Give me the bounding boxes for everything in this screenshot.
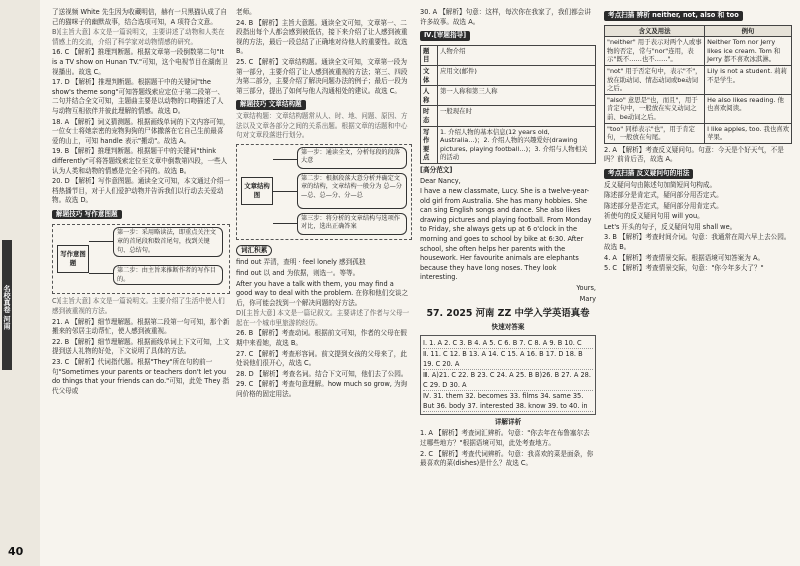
tip-item: 陈述部分是否定式，疑问部分用肯定式。 xyxy=(604,201,723,210)
table-header-row xyxy=(605,25,792,37)
table-row xyxy=(605,94,792,123)
table-cell: 第一人称和第三人称 xyxy=(437,86,595,106)
table-row xyxy=(421,86,596,106)
table-cell: He also likes reading. 他也喜欢阅读。 xyxy=(705,94,792,123)
table-cell: I like apples, too. 我也喜欢苹果。 xyxy=(705,123,792,143)
table-cell: Lily is not a student. 莉莉不是学生。 xyxy=(705,65,792,94)
explanation-2b: 2. A 【解析】考查反义疑问句。句意：今天是个好天气，不是吗？前肯后否，故选 A。 xyxy=(604,145,784,164)
writing-guide-table xyxy=(420,45,596,164)
tip-item: 反义疑问句由陈述句加简短问句构成。 xyxy=(604,180,717,189)
vocab-heading: 词汇积累 xyxy=(236,245,272,257)
question-16: 16. C 【解析】推理判断题。根据文章第一段倒数第二句"It is a TV show on Hunan TV."可知，这个电视节目在湖南卫视播出。故选 C。 xyxy=(52,48,228,76)
table-row xyxy=(421,65,596,85)
question-24: 24. B 【解析】主旨大意题。通读全文可知，文章第一、二段指出每个人都会感到被低估，接下来介绍了让人感到被重视的方法，最后一段总结了正确地对待他人的重要性。故选 B。 xyxy=(236,18,408,56)
diagram-connector xyxy=(273,223,297,224)
table-cell: 时态 xyxy=(421,106,438,126)
diagram-connector xyxy=(89,241,113,242)
question-23: 23. C 【解析】代词指代题。根据"They"所在句的前一句"Sometimes your parents or teachers don't let you do things that your friends can do."可知，此处 They 指代父母或 xyxy=(52,358,230,395)
answer-row: Ⅲ. A)21. C 22. B 23. C 24. A 25. B B)26. B 27. A 28. C 29. D 30. A xyxy=(423,370,593,391)
diagram-center: 文章结构图 xyxy=(241,177,273,205)
answers-heading: 快速对答案 xyxy=(491,323,525,332)
column-3 xyxy=(420,8,596,556)
question-29: 29. C 【解析】考查句意理解。how much so grow, 为询问价格的固定用法。 xyxy=(236,380,408,399)
explanation-3: 3. B 【解析】考查时间介词。句意：我通常在周六早上去公园。故选 B。 xyxy=(604,233,791,252)
skill-text: 文章结构题：文章结构题常从人、时、地、问题、原因、方法以及文章各部分之间的关系出题。根据文章的话题和中心句对文章段落进行划分。 xyxy=(236,111,408,140)
table-row xyxy=(421,45,596,65)
explanation-4: 4. A 【解析】考查情景交际。根据语境可知答案为 A。 xyxy=(604,253,765,262)
skill-diagram xyxy=(52,224,230,294)
question-22: 22. B 【解析】细节理解题。根据画线单词上下文可知，上文提到送人礼物的好处，下文说明了具体的方法。 xyxy=(52,337,230,356)
question-17: 17. D 【解析】推理判断题。根据题干中的关键词"the show's theme song"可知答题线索应定位于第二段第一、二句并结合全文可知，主题曲主要是以动物的口吻描述了人与动物互相依伴并彼此理解的情感。故选 D。 xyxy=(52,78,225,115)
column-4 xyxy=(604,8,792,556)
exam-title: 57. 2025 河南 ZZ 中学入学英语真卷 xyxy=(426,308,590,320)
table-cell: 人物介绍 xyxy=(437,45,595,65)
essay-salutation: Dear Nancy, xyxy=(420,176,461,185)
diagram-step: 第二步：根据段落大意分析并确定文章的结构，文章结构一般分为 总—分—总、总—分、分—总 xyxy=(297,173,407,209)
essay-body: I have a new classmate, Lucy. She is a twelve-year-old girl from Australia. She has many hobbies. She can sing English songs and dance. She also likes drawing pictures and playing football. From Monday to Friday, she always gets up at 6 o'clock in the morning and goes to school by bike at 6:30. After school, she often helps her parents with the housework. Her favourite animals are elephants because they have long noses. They look interesting. xyxy=(420,187,592,282)
question-20: 20. D 【解析】写作意图题。通读全文可知，本文通过介绍一档热播节目，对于人们爱护动物并告诉我们以行动去关爱动物。故选 D。 xyxy=(52,177,230,205)
essay-closing: Yours, xyxy=(576,284,596,293)
tip-item: 祈使句的反义疑问句用 will you。 xyxy=(604,212,704,221)
answer-row: Ⅳ. 31. them 32. becomes 33. films 34. same 35. But 36. body 37. interested 38. know 39. to 40. in xyxy=(423,391,593,412)
diagram-step: 第一步：采用略读法，即重点关注文章的首尾段和数首尾句，找到关键句、总结句。 xyxy=(113,227,223,257)
essay-signature: Mary xyxy=(579,294,596,303)
skill-heading: 解题技巧 写作意图题 xyxy=(52,210,122,220)
table-title: 考点扫描 辨析 neither, not, also 和 too xyxy=(604,11,743,21)
diagram-connector xyxy=(89,273,113,274)
question-19: 19. B 【解析】推理判断题。根据题干中的关键词"think differently"可将答题线索定位至文章中倒数第四段，一些人认为人类和动物的情感是完全不同的。故选 B。 xyxy=(52,147,228,175)
answer-row: Ⅰ. 1. A 2. C 3. B 4. A 5. C 6. B 7. C 8. A 9. B 10. C xyxy=(423,338,593,349)
table-cell: 写作要点 xyxy=(421,126,438,163)
question-30: 30. A 【解析】句意：这样，每次你在我家了，我们都会讲许多故事。故选 A。 xyxy=(420,8,591,26)
table-header: 含义及用法 xyxy=(605,25,705,37)
vocab-item: find out 弄清，查明 · feel lonely 感到孤独 xyxy=(236,258,366,267)
structure-diagram xyxy=(236,144,412,240)
paragraph: 了送视频 White 先生因为收藏明信，赫有一只黑猫认成了自己的猫咪子的幽默故事，结合选项可知，A 项符合文意。 xyxy=(52,8,228,26)
side-strip xyxy=(0,0,40,566)
answer-box xyxy=(420,335,596,415)
table-cell: 题目 xyxy=(421,45,438,65)
page-number: 40 xyxy=(8,545,24,558)
explanation-5: 5. C 【解析】考查情景交际，句意："你今年多大了？" xyxy=(604,264,764,273)
question-28: 28. D 【解析】考查名词。结合下文可知，他们去了公园。 xyxy=(236,369,408,378)
table-cell: 应用文(邮件) xyxy=(437,65,595,85)
question-26: 26. B 【解析】考查动词。根据前文可知，作者的父母在假期中来看她，故选 B。 xyxy=(236,329,407,348)
table-header: 例句 xyxy=(705,25,792,37)
answer-row: Ⅱ. 11. C 12. B 13. A 14. C 15. A 16. B 17. D 18. B 19. C 20. A xyxy=(423,349,593,370)
side-tab: 名校真卷 河南 xyxy=(2,240,12,370)
detail-heading: 详解详析 xyxy=(494,417,522,426)
table-cell: 文体 xyxy=(421,65,438,85)
tip-item: Let's 开头的句子，反义疑问句用 shall we。 xyxy=(604,222,737,231)
essay-heading: [高分范文] xyxy=(420,165,453,174)
question-21: 21. A 【解析】细节理解题。根据第二段第一句可知，那个新搬来的邻居主动帮忙，使人感到被重视。 xyxy=(52,317,230,336)
tip-heading: 考点扫描 反义疑问句的用法 xyxy=(604,169,693,179)
question-27: 27. C 【解析】考查形容词。前文提到女孩的父母来了，此处说他们很开心，故选 C。 xyxy=(236,349,407,368)
table-row xyxy=(605,37,792,66)
diagram-step: 第一步：通读全文，分析每段的段落大意 xyxy=(297,147,407,169)
skill-heading: 解题技巧 文章结构题 xyxy=(236,100,306,110)
summary-b: B)[主旨大意] 本文是一篇说明文，主要讲述了动物和人类在情感上的交流，介绍了科学家对动物情感的研究。 xyxy=(52,28,225,46)
question-25: 25. C 【解析】文章结构题。通读全文可知，文章第一段为第一部分，主要介绍了让人感到被重视的方法；第三、四段为第二部分，主要介绍了解决问题办法的例子；最后一段为第三部分，提出了如何与他人沟通相处的建议。故选 C。 xyxy=(236,57,408,95)
table-cell: 1. 介绍人物的基本信息(12 years old, Australia…)；2. 介绍人物的兴趣爱好(drawing pictures, playing football…)；3. 介绍与人物相关的活动 xyxy=(437,126,595,163)
diagram-center: 写作意图题 xyxy=(57,245,89,273)
summary-c: C)[主旨大意] 本文是一篇说明文。主要介绍了生活中使人们感到被重视的方法。 xyxy=(52,297,225,316)
table-cell: Neither Tom nor Jerry likes ice cream. Tom 和 Jerry 都不喜欢冰淇淋。 xyxy=(705,37,792,66)
table-row xyxy=(421,106,596,126)
vocab-item: find out 以 and 为依据，则选一。等等。 xyxy=(236,268,360,277)
column-1 xyxy=(52,8,230,556)
table-cell: "neither" 用于表示对两个人或事物的否定，常与"nor"连用，表示"既不……也不……"。 xyxy=(605,37,705,66)
diagram-connector xyxy=(273,159,297,160)
diagram-connector xyxy=(273,191,297,192)
table-row xyxy=(421,126,596,163)
explanation-1: 1. A 【解析】考查词汇辨析。句意："你去年在布鲁塞尔去过哪些地方？"根据语境可知，此处考查地方。 xyxy=(420,429,590,447)
writing-guide-heading: Ⅳ.[审题指导] xyxy=(420,31,470,41)
table-cell: "also" 意思是"也，而且"，用于肯定句中，一般放在实义动词之前、be动词之后。 xyxy=(605,94,705,123)
tip-item: 陈述部分是肯定式，疑问部分用否定式。 xyxy=(604,191,723,200)
table-cell: "not" 用于否定句中，表示"不"，放在助动词、情态动词或be动词之后。 xyxy=(605,65,705,94)
vocab-item: After you have a talk with them, you may find a good way to deal with the problem. 在你和他们交谈之后，你可能会找到一个解决问题的好方法。 xyxy=(236,279,409,307)
summary-d: D)[主旨大意] 本文是一篇记叙文。主要讲述了作者与父母一起在一个城市里旅游的经历。 xyxy=(236,309,410,327)
explanation-2: 2. C 【解析】考查代词辨析。句意：我喜欢的菜是面条，你最喜欢的菜(dishes)是什么？故选 C。 xyxy=(420,449,594,468)
usage-table xyxy=(604,25,792,144)
question-18: 18. A 【解析】词义猜测题。根据画线单词的下文内容可知，一位女士将她亲密的宠物狗狗的尸体撒落在它自己生前最喜爱的山上，可知 handle 表示"搬动"。故选 A。 xyxy=(52,117,230,145)
paragraph: 老师。 xyxy=(236,8,256,16)
column-2 xyxy=(236,8,412,556)
table-cell: 人称 xyxy=(421,86,438,106)
diagram-step: 第二步：由主旨来推断作者的写作目的。 xyxy=(113,265,223,285)
table-cell: 一般现在时 xyxy=(437,106,595,126)
table-cell: "too" 同样表示"也"，用于肯定句，一般放在句尾。 xyxy=(605,123,705,143)
table-row xyxy=(605,123,792,143)
table-row xyxy=(605,65,792,94)
diagram-step: 第三步：将分析的文章结构与选项作对比，选出正确答案 xyxy=(297,213,407,235)
